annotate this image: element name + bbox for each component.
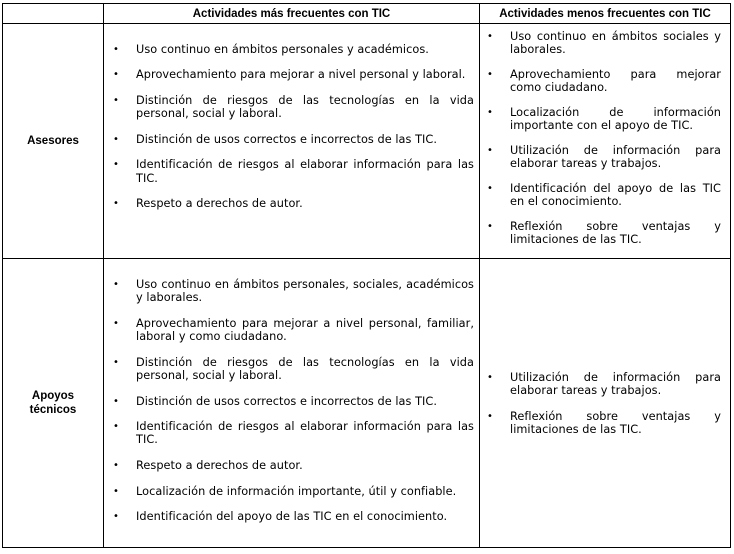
list-item-text: Distinción de riesgos de las tecnologías en la vida personal, social y laboral.: [136, 355, 474, 382]
list-item-text: Reflexión sobre ventajas y limitaciones de las TIC.: [510, 409, 721, 436]
list-item: [104, 317, 479, 344]
list-item-text: Localización de información importante, útil y confiable.: [136, 484, 457, 498]
bullet-icon: •: [487, 182, 493, 194]
bullet-icon: •: [113, 421, 119, 433]
list-item: [104, 395, 479, 408]
list-item: [104, 510, 479, 523]
bullet-icon: •: [113, 356, 119, 368]
list-item-text: Uso continuo en ámbitos personales, sociales, académicos y laborales.: [136, 277, 474, 305]
header-menos-frecuentes: Actividades menos frecuentes con TIC: [480, 4, 731, 24]
list-item: [104, 485, 479, 498]
list-item-text: Aprovechamiento para mejorar a nivel personal, familiar, laboral y como ciudadano.: [136, 316, 474, 344]
bullet-icon: •: [113, 69, 119, 81]
bullet-icon: •: [487, 220, 493, 232]
list-item: [104, 94, 479, 121]
list-item-text: Identificación del apoyo de las TIC en el conocimiento.: [136, 510, 448, 524]
list-item: [480, 220, 730, 247]
list-item-text: Respeto a derechos de autor.: [136, 459, 303, 473]
table-row-apoyos-tecnicos: [3, 258, 731, 547]
activities-table: [2, 3, 731, 548]
bullet-icon: •: [487, 371, 493, 383]
list-item: [480, 182, 730, 209]
list-item-text: Localización de información importante con el apoyo de TIC.: [510, 105, 721, 133]
list-item-text: Uso continuo en ámbitos sociales y laborales.: [510, 30, 721, 57]
apoyos-menos-list: [480, 259, 730, 436]
asesores-menos-frecuentes-cell: [480, 24, 731, 259]
list-item-text: Distinción de riesgos de las tecnologías en la vida personal, social y laboral.: [136, 93, 474, 121]
list-item-text: Aprovechamiento para mejorar como ciudadano.: [510, 67, 721, 95]
list-item: [104, 197, 479, 210]
list-item-text: Respeto a derechos de autor.: [136, 197, 303, 211]
bullet-icon: •: [113, 159, 119, 171]
list-item: [104, 356, 479, 383]
list-item-text: Reflexión sobre ventajas y limitaciones de las TIC.: [510, 219, 721, 247]
bullet-icon: •: [113, 278, 119, 290]
asesores-mas-frecuentes-cell: [104, 24, 480, 259]
bullet-icon: •: [113, 198, 119, 210]
list-item: [480, 106, 730, 133]
header-mas-frecuentes: Actividades más frecuentes con TIC: [104, 4, 480, 24]
list-item-text: Utilización de información para elaborar tareas y trabajos.: [510, 143, 721, 171]
bullet-icon: •: [113, 395, 119, 407]
list-item: [104, 133, 479, 146]
bullet-icon: •: [113, 317, 119, 329]
apoyos-menos-frecuentes-cell: [480, 258, 731, 547]
list-item-text: Utilización de información para elaborar tareas y trabajos.: [510, 370, 721, 398]
bullet-icon: •: [487, 106, 493, 118]
list-item: [104, 43, 479, 56]
list-item: [480, 410, 730, 437]
bullet-icon: •: [487, 144, 493, 156]
table-row-asesores: [3, 24, 731, 259]
table-header-row: [3, 4, 731, 24]
asesores-menos-list: [480, 24, 730, 247]
bullet-icon: •: [487, 410, 493, 422]
list-item: [104, 278, 479, 305]
bullet-icon: •: [113, 460, 119, 472]
bullet-icon: •: [113, 44, 119, 55]
list-item: [104, 158, 479, 185]
apoyos-mas-frecuentes-cell: [104, 258, 480, 547]
bullet-icon: •: [113, 133, 119, 145]
list-item-text: Distinción de usos correctos e incorrectos de las TIC.: [136, 132, 437, 146]
activities-table-frame: [2, 3, 730, 548]
list-item: [480, 371, 730, 398]
bullet-icon: •: [113, 511, 119, 523]
header-empty-cell: [3, 4, 104, 24]
list-item-text: Identificación de riesgos al elaborar información para las TIC.: [136, 420, 474, 447]
bullet-icon: •: [487, 31, 493, 42]
list-item-text: Distinción de usos correctos e incorrectos de las TIC.: [136, 394, 437, 408]
bullet-icon: •: [113, 485, 119, 497]
list-item: [104, 420, 479, 447]
list-item-text: Aprovechamiento para mejorar a nivel personal y laboral.: [136, 68, 466, 82]
bullet-icon: •: [487, 68, 493, 80]
list-item: [480, 144, 730, 171]
list-item: [104, 68, 479, 81]
asesores-mas-list: [104, 24, 479, 210]
list-item: [480, 30, 730, 57]
row-label-line: Apoyos: [31, 389, 75, 402]
row-label-apoyos-tecnicos: [3, 258, 104, 547]
list-item: [480, 68, 730, 95]
apoyos-mas-list: [104, 259, 479, 524]
list-item: [104, 459, 479, 472]
row-label-asesores: Asesores: [3, 24, 104, 259]
list-item-text: Identificación del apoyo de las TIC en el conocimiento.: [510, 181, 721, 209]
bullet-icon: •: [113, 94, 119, 106]
row-label-line: técnicos: [29, 403, 77, 416]
list-item-text: Identificación de riesgos al elaborar información para las TIC.: [136, 158, 474, 185]
list-item-text: Uso continuo en ámbitos personales y académicos.: [136, 43, 429, 56]
